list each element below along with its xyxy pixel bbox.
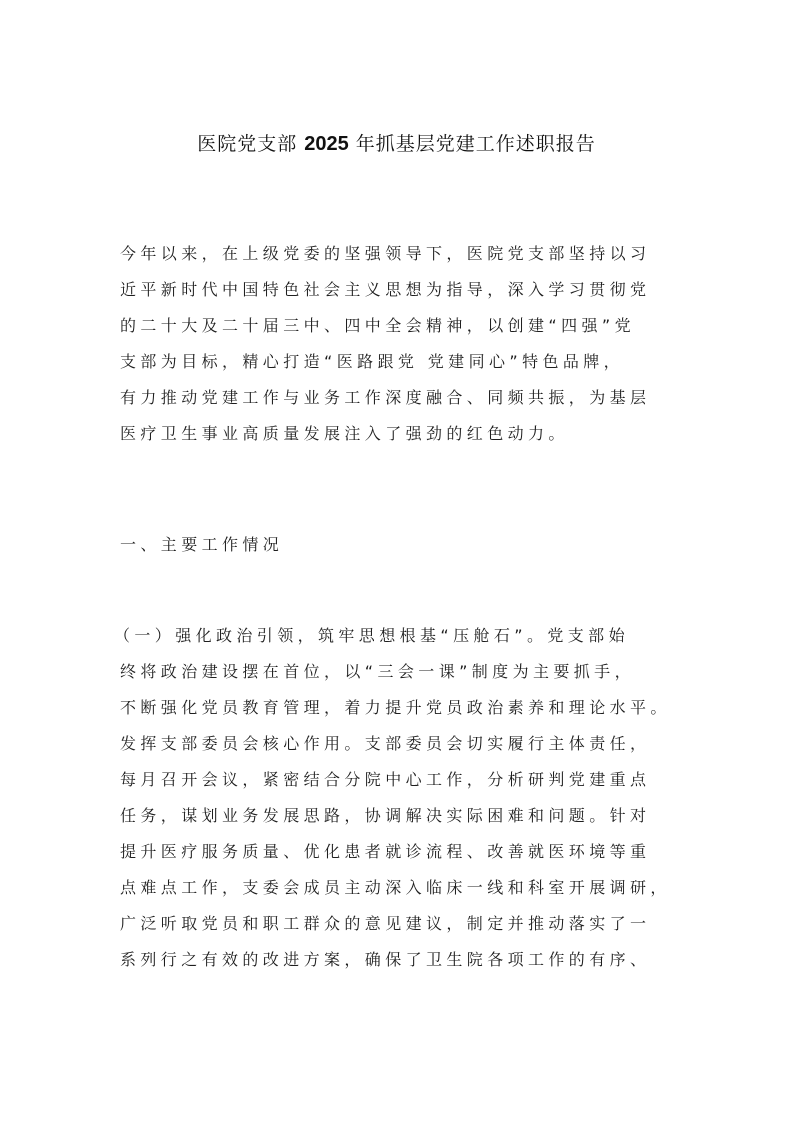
title-prefix: 医院党支部 [197,133,298,155]
paragraph-line: 每月召开会议，紧密结合分院中心工作，分析研判党建重点 [120,770,651,789]
paragraph-line: 的二十大及二十届三中、四中全会精神，以创建“四强”党 [120,316,635,335]
paragraph-line: 提升医疗服务质量、优化患者就诊流程、改善就医环境等重 [120,842,651,861]
title-suffix: 年抓基层党建工作述职报告 [355,133,596,155]
paragraph-line: 发挥支部委员会核心作用。支部委员会切实履行主体责任， [120,734,651,753]
paragraph-line: 终将政治建设摆在首位，以“三会一课”制度为主要抓手， [120,662,635,681]
paragraph-line: 任务，谋划业务发展思路，协调解决实际困难和问题。针对 [120,806,651,825]
document-title [0,130,793,158]
subsection-paragraph [114,618,700,978]
paragraph-line: 近平新时代中国特色社会主义思想为指导，深入学习贯彻党 [120,280,651,299]
title-year: 2025 [304,133,349,155]
paragraph-line: 点难点工作，支委会成员主动深入临床一线和科室开展调研， [120,878,671,897]
paragraph-line: （一）强化政治引领，筑牢思想根基“压舱石”。党支部始 [114,626,629,645]
section-heading-text: 一、主要工作情况 [120,535,284,554]
paragraph-line: 支部为目标，精心打造“医路跟党 党建同心”特色品牌， [120,352,625,371]
paragraph-line: 不断强化党员教育管理，着力提升党员政治素养和理论水平。 [120,698,671,717]
paragraph-line: 广泛听取党员和职工群众的意见建议，制定并推动落实了一 [120,914,651,933]
paragraph-line: 今年以来，在上级党委的坚强领导下，医院党支部坚持以习 [120,244,651,263]
paragraph-line: 系列行之有效的改进方案，确保了卫生院各项工作的有序、 [120,950,651,969]
section-heading [120,527,700,563]
paragraph-line: 有力推动党建工作与业务工作深度融合、同频共振，为基层 [120,388,651,407]
intro-paragraph [120,236,700,452]
paragraph-line: 医疗卫生事业高质量发展注入了强劲的红色动力。 [120,424,569,443]
